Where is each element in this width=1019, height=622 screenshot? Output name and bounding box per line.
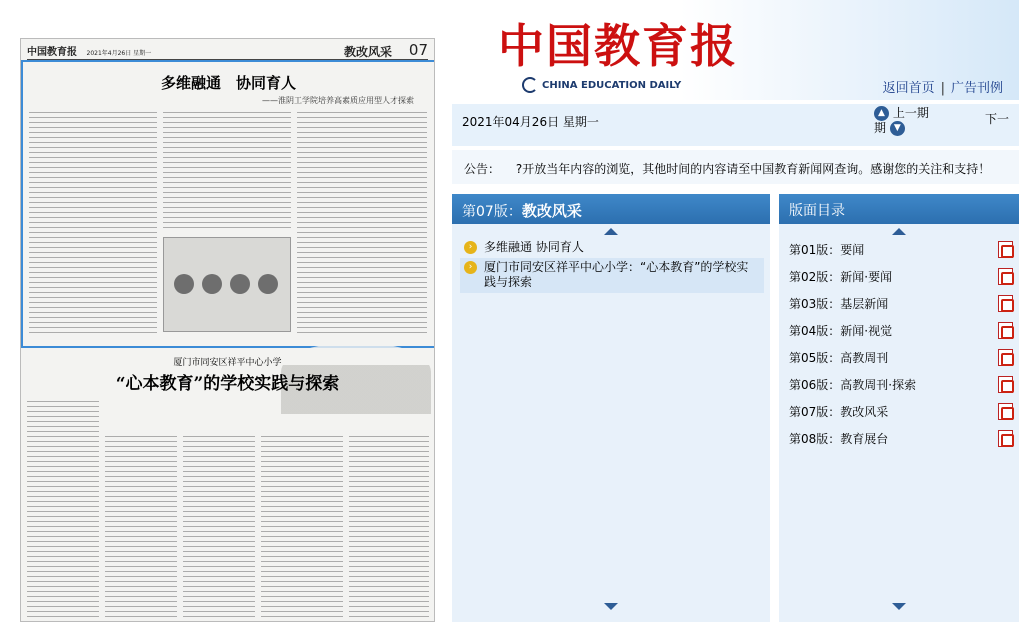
article-region-1[interactable]: [21, 60, 435, 348]
page-index-panel: [779, 194, 1019, 622]
arrow-up-icon: ▲: [874, 106, 889, 121]
article1-headline: 多维融通 协同育人: [160, 74, 296, 92]
article-list-item[interactable]: [460, 258, 764, 293]
page-index-item[interactable]: [779, 267, 1019, 294]
diagram-node: [174, 274, 194, 294]
scroll-up-icon[interactable]: [892, 228, 906, 235]
page-link[interactable]: 第02版：新闻·要闻: [789, 270, 893, 284]
paper-page-name: 教改风采: [343, 45, 392, 59]
pdf-icon[interactable]: [998, 295, 1013, 312]
site-logo-english-text: CHINA EDUCATION DAILY: [542, 79, 682, 91]
previous-issue-label-wrap: 期: [874, 121, 887, 135]
scroll-down-icon[interactable]: [892, 603, 906, 610]
page-number-label: 第07版：: [462, 204, 522, 220]
notice-text: ?开放当年内容的浏览，其他时间的内容请至中国教育新闻网查询。感谢您的关注和支持！: [515, 162, 991, 176]
article2-text-col-3: [183, 434, 255, 619]
page-index-item[interactable]: [779, 429, 1019, 456]
previous-issue-label: 上一期: [892, 106, 929, 120]
article2-kicker: 厦门市同安区祥平中心小学: [173, 358, 282, 368]
article-link[interactable]: 多维融通 协同育人: [484, 240, 584, 254]
pdf-icon[interactable]: [998, 268, 1013, 285]
pdf-icon[interactable]: [998, 349, 1013, 366]
chevron-right-icon: ›: [464, 241, 477, 254]
page-index-item[interactable]: [779, 321, 1019, 348]
page-link[interactable]: 第03版：基层新闻: [789, 297, 889, 311]
article-list-panel: [452, 194, 770, 622]
pdf-icon[interactable]: [998, 241, 1013, 258]
link-separator: |: [940, 81, 945, 96]
article1-text-col-1: [29, 110, 157, 335]
pdf-icon[interactable]: [998, 322, 1013, 339]
page-index-item[interactable]: [779, 348, 1019, 375]
page-index-item[interactable]: [779, 402, 1019, 429]
page-index-header: 版面目录: [779, 194, 1019, 224]
page-index-list: [779, 240, 1019, 456]
article-list-header: [452, 194, 770, 224]
scroll-up-icon[interactable]: [604, 228, 618, 235]
date-bar: [452, 104, 1019, 146]
article2-headline: “心本教育”的学校实践与探索: [115, 374, 340, 394]
top-links: [883, 77, 1003, 96]
article1-diagram: [163, 237, 291, 332]
article2-text-col-4: [261, 434, 343, 619]
page-link[interactable]: 第01版：要闻: [789, 243, 865, 257]
page-link[interactable]: 第06版：高教周刊·探索: [789, 378, 917, 392]
page-link[interactable]: 第08版：教育展台: [789, 432, 889, 446]
paper-masthead: [27, 43, 428, 59]
pdf-icon[interactable]: [998, 430, 1013, 447]
notice-label: 公告：: [464, 162, 501, 176]
pdf-icon[interactable]: [998, 376, 1013, 393]
article2-text-col-2: [105, 434, 177, 619]
paper-masthead-logo: 中国教育报: [27, 47, 77, 58]
page-index-item[interactable]: [779, 240, 1019, 267]
paper-page-number: 07: [408, 41, 428, 59]
site-logo-english: [522, 77, 681, 93]
ad-rates-link[interactable]: 广告刊例: [950, 81, 1003, 96]
article-list: [460, 238, 764, 293]
page-link[interactable]: 第07版：教改风采: [789, 405, 889, 419]
home-link[interactable]: 返回首页: [882, 81, 935, 96]
arrow-down-icon: ▼: [890, 121, 905, 136]
diagram-node: [202, 274, 222, 294]
article1-text-col-2: [163, 110, 291, 230]
page-index-item[interactable]: [779, 294, 1019, 321]
article1-text-col-3: [297, 110, 427, 335]
globe-icon: [522, 77, 538, 93]
page-link[interactable]: 第05版：高教周刊: [789, 351, 889, 365]
page-title: 教改风采: [521, 202, 582, 220]
next-issue-link[interactable]: 下一: [985, 112, 1010, 126]
article2-text-col-5: [349, 434, 429, 619]
issue-date: 2021年04月26日 星期一: [462, 115, 599, 129]
page-index-item[interactable]: [779, 375, 1019, 402]
diagram-node: [258, 274, 278, 294]
newspaper-page-image[interactable]: [20, 38, 435, 622]
paper-masthead-date: 2021年4月26日 星期一: [86, 50, 152, 57]
notice-bar: [452, 150, 1019, 184]
chevron-right-icon: ›: [464, 261, 477, 274]
previous-issue-link[interactable]: [874, 106, 929, 136]
scroll-down-icon[interactable]: [604, 603, 618, 610]
site-logo: 中国教育报: [498, 19, 738, 73]
article-list-item[interactable]: [460, 238, 764, 258]
article1-subheadline: ——淮阴工学院培养高素质应用型人才探索: [262, 96, 414, 105]
pdf-icon[interactable]: [998, 403, 1013, 420]
article-link[interactable]: 厦门市同安区祥平中心小学：“心本教育”的学校实践与探索: [484, 260, 749, 289]
article2-text-col-1: [27, 399, 99, 619]
page-link[interactable]: 第04版：新闻·视觉: [789, 324, 893, 338]
diagram-node: [230, 274, 250, 294]
